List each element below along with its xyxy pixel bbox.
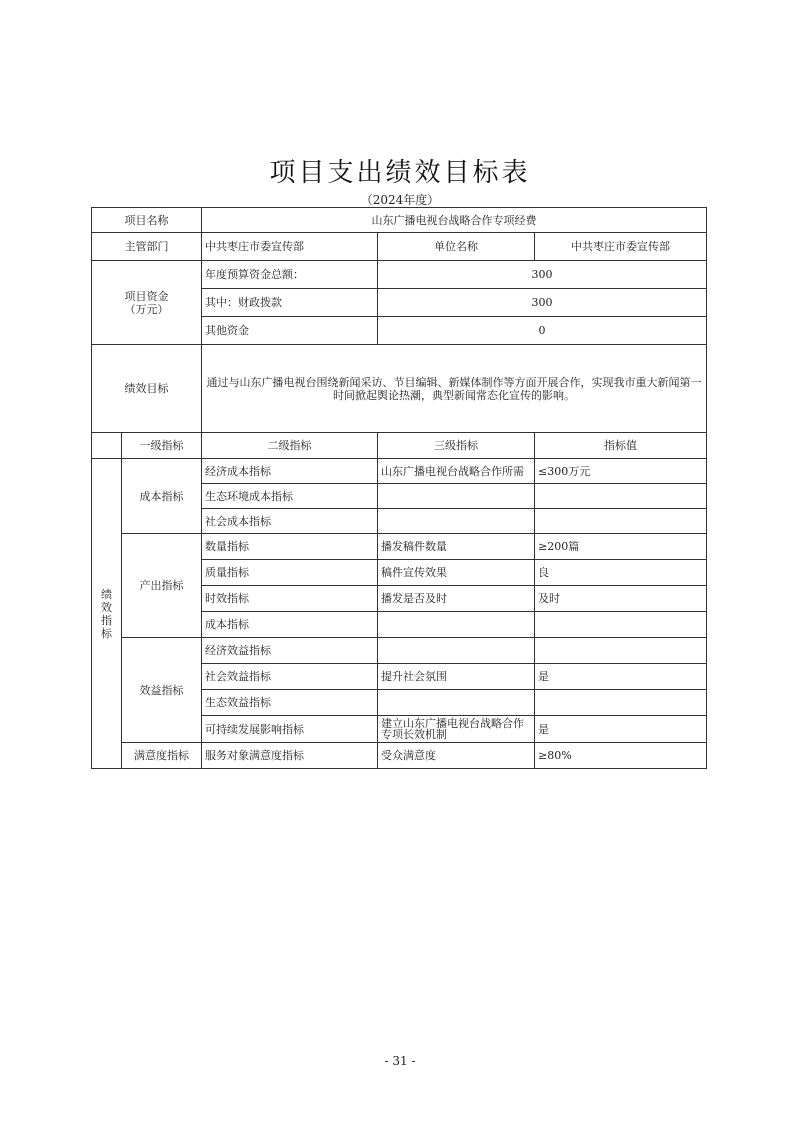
table-row-level2: 可持续发展影响指标 [202, 716, 378, 743]
table-row-level2: 生态效益指标 [202, 690, 378, 716]
funds-fiscal-label: 其中：财政拨款 [202, 289, 378, 317]
table-row-level3 [378, 638, 535, 664]
table-row-value: ≤300万元 [535, 459, 707, 484]
unit-value: 中共枣庄市委宣传部 [535, 233, 707, 261]
table-row-value [535, 690, 707, 716]
group-satisfaction-name: 满意度指标 [122, 743, 202, 769]
header-value: 指标值 [535, 433, 707, 459]
goal-label: 绩效目标 [92, 345, 202, 433]
header-blank [92, 433, 122, 459]
table-row-value: 是 [535, 664, 707, 690]
project-name-value: 山东广播电视台战略合作专项经费 [202, 208, 707, 233]
header-level1: 一级指标 [122, 433, 202, 459]
table-row-level3 [378, 690, 535, 716]
table-row-value: ≥200篇 [535, 534, 707, 560]
dept-label: 主管部门 [92, 233, 202, 261]
page-title: 项目支出绩效目标表 [269, 158, 531, 188]
page-number: - 31 - [384, 1054, 416, 1068]
table-row-value: 良 [535, 560, 707, 586]
table-row-level3: 稿件宣传效果 [378, 560, 535, 586]
page-subtitle: （2024年度） [360, 193, 440, 207]
unit-label: 单位名称 [378, 233, 535, 261]
header-level2: 二级指标 [202, 433, 378, 459]
table-row-level2: 服务对象满意度指标 [202, 743, 378, 769]
group-benefit-name: 效益指标 [122, 638, 202, 743]
table-row-level2: 质量指标 [202, 560, 378, 586]
funds-other-value: 0 [378, 317, 707, 345]
table-row-level3: 山东广播电视台战略合作所需 [378, 459, 535, 484]
table-row-level2: 生态环境成本指标 [202, 484, 378, 509]
table-row-level2: 数量指标 [202, 534, 378, 560]
funds-other-label: 其他资金 [202, 317, 378, 345]
table-row-level3: 提升社会氛围 [378, 664, 535, 690]
table-row-level2: 时效指标 [202, 586, 378, 612]
funds-unit: （万元） [124, 302, 169, 316]
project-name-label: 项目名称 [92, 208, 202, 233]
table-row-level2: 社会成本指标 [202, 509, 378, 534]
table-row-level2: 经济成本指标 [202, 459, 378, 484]
table-row-level2: 经济效益指标 [202, 638, 378, 664]
funds-total-label: 年度预算资金总额： [202, 261, 378, 289]
table-row-level3: 建立山东广播电视台战略合作专项长效机制 [378, 716, 535, 743]
table-row-value [535, 509, 707, 534]
goal-text: 通过与山东广播电视台围绕新闻采访、节目编辑、新媒体制作等方面开展合作，实现我市重大新闻第一时间掀起舆论热潮，典型新闻常态化宣传的影响。 [202, 345, 707, 433]
table-row-level3: 受众满意度 [378, 743, 535, 769]
table-row-level3: 播发是否及时 [378, 586, 535, 612]
funds-label-cell [92, 261, 202, 345]
table-row-level3 [378, 484, 535, 509]
funds-total-value: 300 [378, 261, 707, 289]
funds-fiscal-value: 300 [378, 289, 707, 317]
group-cost-name: 成本指标 [122, 459, 202, 534]
table-row-level3: 播发稿件数量 [378, 534, 535, 560]
table-row-value [535, 484, 707, 509]
table-row-level2: 社会效益指标 [202, 664, 378, 690]
group-output-name: 产出指标 [122, 534, 202, 638]
table-row-level3 [378, 612, 535, 638]
table-row-value [535, 612, 707, 638]
table-row-value: 是 [535, 716, 707, 743]
performance-table [91, 207, 707, 769]
header-level3: 三级指标 [378, 433, 535, 459]
table-row-value [535, 638, 707, 664]
table-row-value: 及时 [535, 586, 707, 612]
table-row-level2: 成本指标 [202, 612, 378, 638]
dept-value: 中共枣庄市委宣传部 [202, 233, 378, 261]
table-row-level3 [378, 509, 535, 534]
funds-label: 项目资金 [124, 289, 169, 303]
indicator-side-label: 绩 效 指 标 [92, 459, 122, 769]
table-row-value: ≥80% [535, 743, 707, 769]
